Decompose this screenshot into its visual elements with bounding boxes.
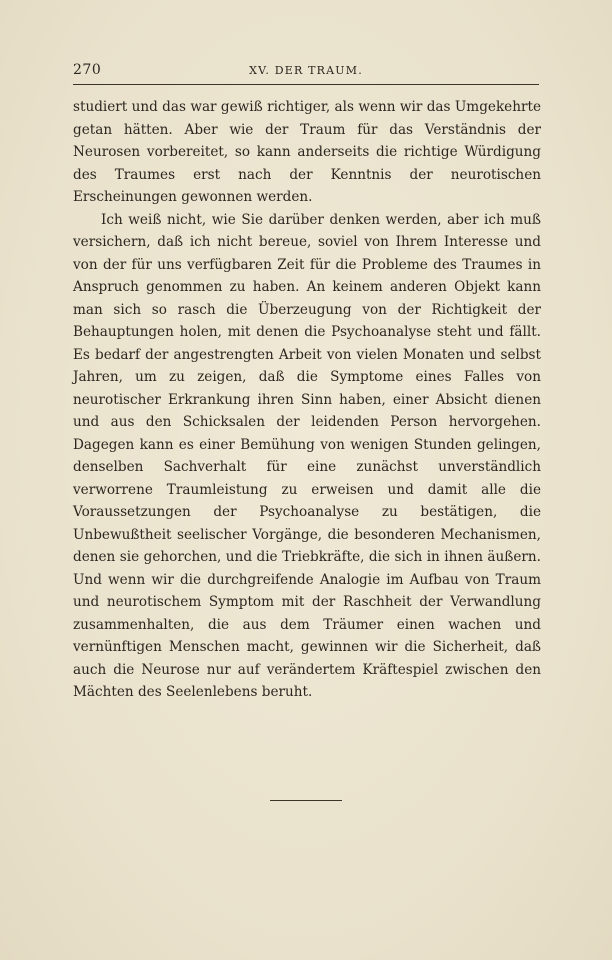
page-header	[73, 62, 539, 84]
header-rule	[73, 84, 539, 85]
end-of-chapter-rule	[270, 800, 342, 801]
page-number: 270	[73, 62, 102, 78]
running-title: XV. DER TRAUM.	[249, 64, 363, 77]
paragraph: Ich weiß nicht, wie Sie darüber denken werden, aber ich muß versichern, daß ich nicht bereue, soviel von Ihrem Interesse und von der für uns verfügbaren Zeit für die Probleme des Traumes in Anspruch genommen zu haben. An keinem anderen Objekt kann man sich so rasch die Überzeugung von der Richtigkeit der Behauptungen holen, mit denen die Psychoanalyse steht und fällt. Es bedarf der angestrengten Arbeit von vielen Monaten und selbst Jahren, um zu zeigen, daß die Symptome eines Falles von neurotischer Erkrankung ihren Sinn haben, einer Absicht dienen und aus den Schicksalen der leidenden Person hervorgehen. Dagegen kann es einer Bemühung von wenigen Stunden gelingen, denselben Sachverhalt für eine zunächst unverständlich verworrene Traumleistung zu erweisen und damit alle die Voraussetzungen der Psychoanalyse zu bestätigen, die Unbewußtheit seelischer Vorgänge, die besonderen Mechanismen, denen sie gehorchen, und die Triebkräfte, die sich in ihnen äußern. Und wenn wir die durchgreifende Analogie im Aufbau von Traum und neurotischem Symptom mit der Raschheit der Verwandlung zusammenhalten, die aus dem Träumer einen wachen und vernünftigen Menschen macht, gewinnen wir die Sicherheit, daß auch die Neurose nur auf verändertem Kräftespiel zwischen den Mächten des Seelenlebens beruht.	[73, 211, 541, 700]
paragraph-continuation: studiert und das war gewiß richtiger, als wenn wir das Umgekehrte getan hätten. Aber wie der Traum für das Verständnis der Neurosen vorbereitet, so kann anderseits die richtige Würdigung des Traumes erst nach der Kenntnis der neurotischen Erscheinungen gewonnen werden.	[73, 99, 541, 205]
body-text	[73, 96, 541, 704]
